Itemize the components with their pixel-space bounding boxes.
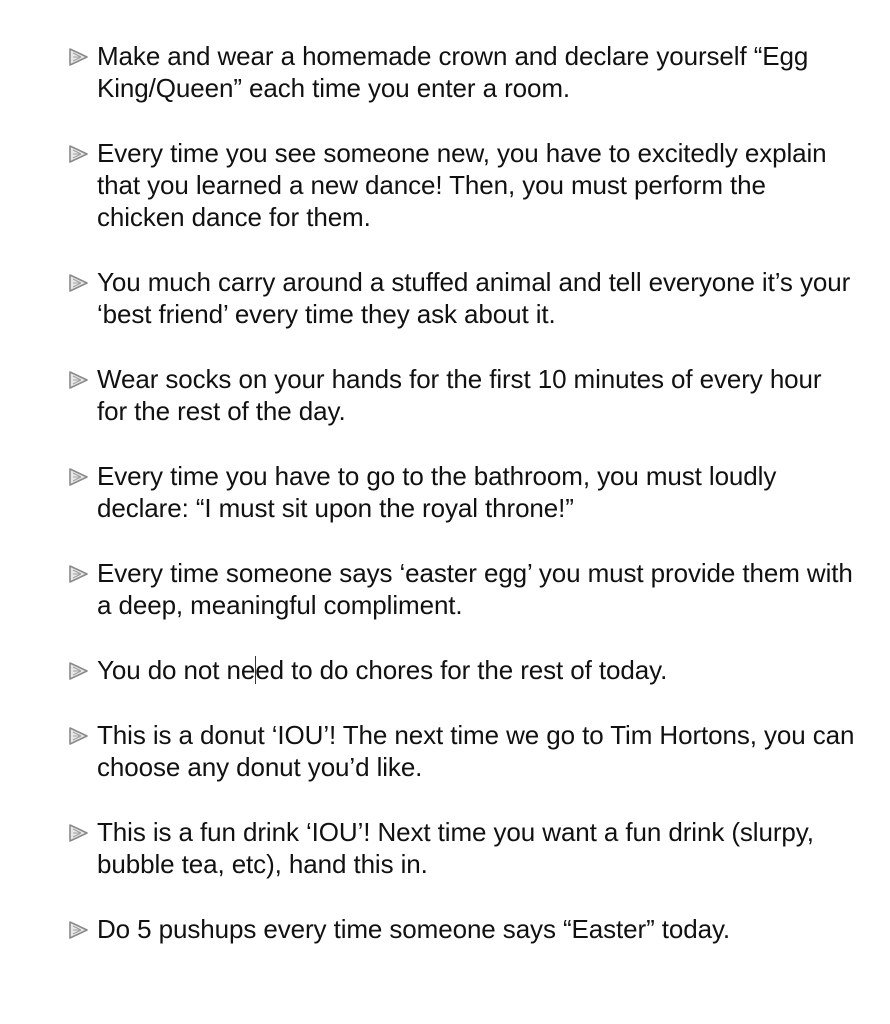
arrow-triangle-bullet-icon — [68, 661, 90, 681]
arrow-triangle-bullet-icon — [68, 144, 90, 164]
list-item[interactable] — [68, 460, 858, 524]
arrow-triangle-bullet-icon — [68, 823, 90, 843]
list-item[interactable] — [68, 816, 858, 880]
list-item-text: This is a donut ‘IOU’! The next time we go to Tim Hortons, you can choose any donut you’d like. — [97, 720, 855, 782]
list-item-text: Every time someone says ‘easter egg’ you must provide them with a deep, meaningful compliment. — [97, 558, 853, 620]
arrow-triangle-bullet-icon — [68, 726, 90, 746]
list-item[interactable] — [68, 557, 858, 621]
list-item[interactable] — [68, 137, 858, 233]
arrow-triangle-bullet-icon — [68, 467, 90, 487]
bullet-list — [68, 40, 858, 945]
list-item[interactable] — [68, 719, 858, 783]
list-item-text: Every time you have to go to the bathroom, you must loudly declare: “I must sit upon the royal throne!” — [97, 461, 777, 523]
list-item-text[interactable] — [97, 654, 858, 686]
list-item-text: Wear socks on your hands for the first 10 minutes of every hour for the rest of the day. — [97, 364, 822, 426]
list-item-text: Do 5 pushups every time someone says “Easter” today. — [97, 914, 731, 944]
list-item[interactable] — [68, 363, 858, 427]
list-item[interactable] — [68, 913, 858, 945]
arrow-triangle-bullet-icon — [68, 920, 90, 940]
list-item[interactable] — [68, 266, 858, 330]
list-item-text: This is a fun drink ‘IOU’! Next time you want a fun drink (slurpy, bubble tea, etc), hand this in. — [97, 817, 814, 879]
arrow-triangle-bullet-icon — [68, 370, 90, 390]
arrow-triangle-bullet-icon — [68, 273, 90, 293]
text-before-cursor: You do not ne — [97, 655, 256, 685]
list-item-text: You much carry around a stuffed animal and tell everyone it’s your ‘best friend’ every time they ask about it. — [97, 267, 851, 329]
list-item[interactable] — [68, 40, 858, 104]
arrow-triangle-bullet-icon — [68, 47, 90, 67]
text-after-cursor: ed to do chores for the rest of today. — [255, 655, 668, 685]
list-item-text: Every time you see someone new, you have to excitedly explain that you learned a new dance! Then, you must perform the chicken dance for them. — [97, 138, 827, 232]
list-item-text: Make and wear a homemade crown and declare yourself “Egg King/Queen” each time you enter a room. — [97, 41, 809, 103]
arrow-triangle-bullet-icon — [68, 564, 90, 584]
list-item[interactable] — [68, 654, 858, 686]
